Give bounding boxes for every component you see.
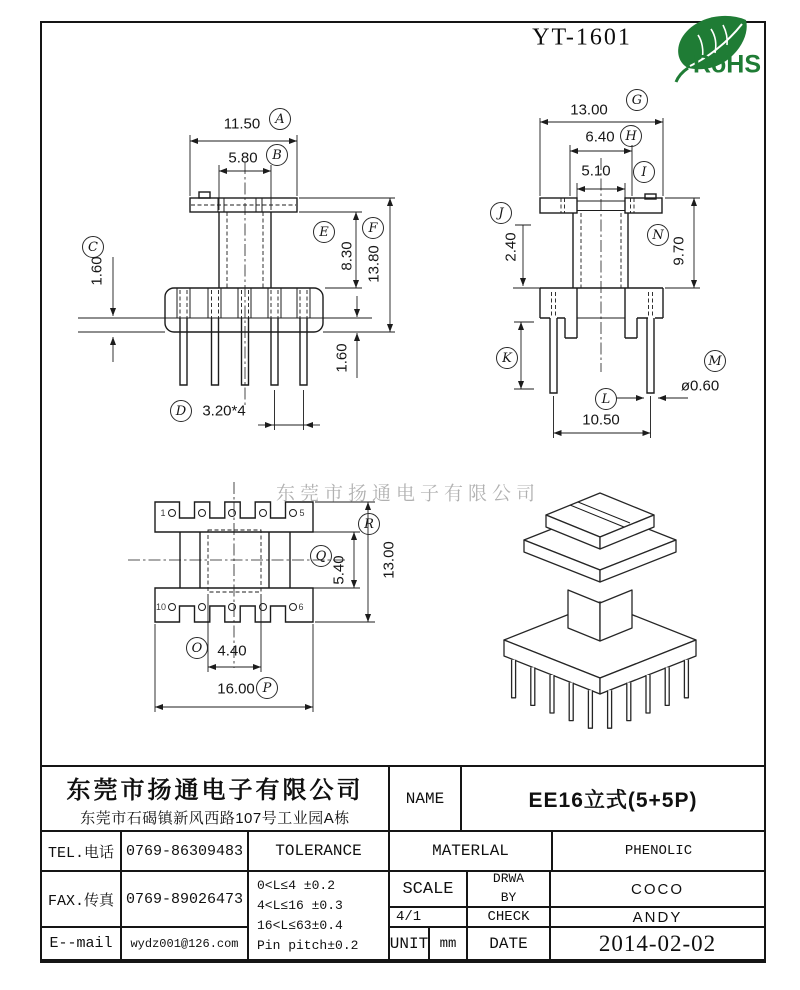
tolerance-line: 16<L≤63±0.4 <box>257 917 343 933</box>
pin-number: 10 <box>155 602 167 612</box>
email-label-cell <box>42 928 120 959</box>
dim-q-letter: Q <box>310 545 332 567</box>
part-number: YT-1601 <box>532 24 632 51</box>
dim-b-letter: B <box>266 144 288 166</box>
drawn-value-cell <box>551 872 764 906</box>
isometric-view <box>504 493 696 728</box>
dim-b-value: 5.80 <box>228 149 258 167</box>
date-label: DATE <box>489 934 528 953</box>
drawn-label-cell <box>468 872 549 906</box>
check-label: CHECK <box>487 909 530 925</box>
dim-f-letter: F <box>362 217 384 239</box>
dim-l-letter: L <box>595 388 617 410</box>
tel-label: TEL.电话 <box>47 844 114 862</box>
material-value-cell <box>553 832 764 870</box>
dim-m-letter: M <box>704 350 726 372</box>
drawn-by-label: DRWA BY <box>492 871 525 905</box>
dim-f-value: 13.80 <box>365 245 383 283</box>
email-label: E--mail <box>49 935 113 952</box>
tolerance-line: Pin pitch±0.2 <box>257 937 359 953</box>
dim-i-letter: I <box>633 161 655 183</box>
dim-l-value: 10.50 <box>582 411 620 429</box>
dim-h-letter: H <box>620 125 642 147</box>
dim-r-value: 13.00 <box>380 541 398 579</box>
title-block <box>40 765 766 963</box>
dim-i-value: 5.10 <box>581 162 611 180</box>
rohs-label: RoHS <box>692 50 762 79</box>
drawn-by-value: COCO <box>631 880 684 898</box>
front-view <box>78 135 395 430</box>
dim-front-right-value: 1.60 <box>333 343 351 373</box>
unit-value-cell <box>430 928 466 959</box>
dim-j-letter: J <box>490 202 512 224</box>
dim-m-value: ø0.60 <box>680 377 720 395</box>
name-label: NAME <box>405 789 445 808</box>
date-value: 2014-02-02 <box>598 930 717 956</box>
unit-label: UNIT <box>389 934 429 953</box>
company-name: 东莞市扬通电子有限公司 <box>66 776 364 804</box>
material-label-cell <box>390 832 551 870</box>
fax-label-cell <box>42 872 120 926</box>
unit-label-cell <box>390 928 428 959</box>
name-label-cell <box>390 767 460 830</box>
fax-value: 0769-89026473 <box>125 890 244 908</box>
fax-label: FAX.传真 <box>47 892 114 910</box>
pin-number: 6 <box>298 602 304 612</box>
dim-p-value: 16.00 <box>217 680 255 698</box>
pin-number: 1 <box>160 508 166 518</box>
dim-e-value: 8.30 <box>338 241 356 271</box>
tel-label-cell <box>42 832 120 870</box>
dim-c-value: 1.60 <box>88 256 106 286</box>
dim-g-value: 13.00 <box>570 101 608 119</box>
check-value: ANDY <box>632 908 683 926</box>
scale-value-cell <box>390 908 466 926</box>
material-label: MATERLAL <box>432 842 509 860</box>
pin-number: 5 <box>299 508 305 518</box>
company-address: 东莞市石碣镇新风西路107号工业园A栋 <box>80 809 350 827</box>
dim-q-value: 5.40 <box>330 555 348 585</box>
check-label-cell <box>468 908 549 926</box>
dim-a-value: 11.50 <box>223 115 261 133</box>
dim-d-value: 3.20*4 <box>202 402 246 420</box>
tolerance-values-cell <box>249 872 388 959</box>
dim-o-value: 4.40 <box>217 642 247 660</box>
scale-label: SCALE <box>402 879 454 899</box>
dim-o-letter: O <box>186 637 208 659</box>
tolerance-line: 0<L≤4 ±0.2 <box>257 877 336 893</box>
email-value-cell <box>122 928 247 959</box>
check-value-cell <box>551 908 764 926</box>
scale-value: 4/1 <box>396 909 422 925</box>
dim-a-letter: A <box>269 108 291 130</box>
scale-label-cell <box>390 872 466 906</box>
date-value-cell <box>551 928 764 959</box>
dim-h-value: 6.40 <box>585 128 615 146</box>
dim-r-letter: R <box>358 513 380 535</box>
dim-e-letter: E <box>313 221 335 243</box>
dim-n-letter: N <box>647 224 669 246</box>
dim-d-letter: D <box>170 400 192 422</box>
tolerance-label: TOLERANCE <box>275 842 362 860</box>
watermark: 东莞市扬通电子有限公司 <box>275 483 541 505</box>
dim-j-value: 2.40 <box>502 232 520 262</box>
dim-k-letter: K <box>496 347 518 369</box>
company-cell <box>42 767 388 830</box>
dim-g-letter: G <box>626 89 648 111</box>
part-name: EE16立式(5+5P) <box>528 788 698 812</box>
tel-value: 0769-86309483 <box>125 842 244 860</box>
email-value: wydz001@126.com <box>130 936 239 951</box>
name-value-cell <box>462 767 764 830</box>
fax-value-cell <box>122 872 247 926</box>
dim-c-letter: C <box>82 236 104 258</box>
date-label-cell <box>468 928 549 959</box>
tolerance-label-cell <box>249 832 388 870</box>
unit-value: mm <box>439 935 457 952</box>
material-value: PHENOLIC <box>624 843 693 859</box>
dim-p-letter: P <box>256 677 278 699</box>
tel-value-cell <box>122 832 247 870</box>
dim-n-value: 9.70 <box>670 236 688 266</box>
tolerance-line: 4<L≤16 ±0.3 <box>257 897 343 913</box>
